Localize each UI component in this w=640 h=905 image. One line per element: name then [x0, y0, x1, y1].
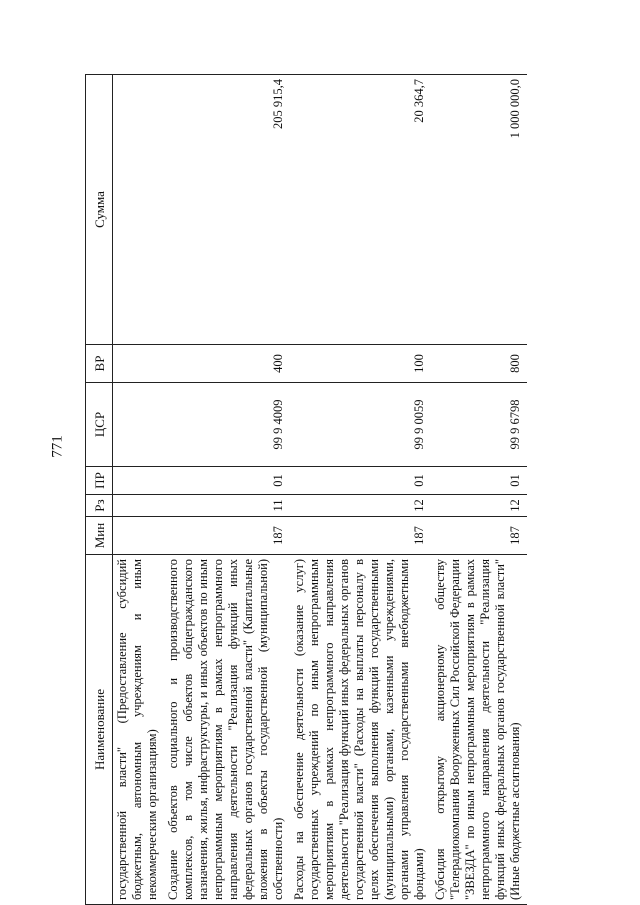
header-rz: Рз — [86, 495, 113, 517]
row-csr: 99 9 4009 — [164, 383, 290, 467]
row-vr: 400 — [164, 345, 290, 383]
table-row — [431, 75, 527, 905]
row-csr: 99 9 6798 — [431, 383, 527, 467]
row-rz: 12 — [431, 495, 527, 517]
table-row — [164, 75, 290, 905]
row-name: Субсидия открытому акционерному обществу "Телерадиокомпания Вооруженных Сил Российской Федерации "ЗВЕЗДА" по иным непрограммным мероприятиям в рамках непрограммного направления деятельности "Реализация функций иных федеральных органов государственной власти" (Иные бюджетные ассигнования) — [431, 555, 527, 905]
row-pr: 01 — [290, 467, 431, 495]
row-vr: 800 — [431, 345, 527, 383]
row-csr — [113, 383, 165, 467]
row-rz — [113, 495, 165, 517]
row-vr: 100 — [290, 345, 431, 383]
header-csr: ЦСР — [86, 383, 113, 467]
table-header-row — [86, 75, 113, 905]
row-pr: 01 — [431, 467, 527, 495]
row-pr: 01 — [164, 467, 290, 495]
row-sum — [113, 75, 165, 345]
row-name: государственной власти" (Предоставление субсидий бюджетным, автономным учреждениям и иным некоммерческим организациям) — [113, 555, 165, 905]
row-sum: 20 364,7 — [290, 75, 431, 345]
row-sum: 205 915,4 — [164, 75, 290, 345]
header-sum: Сумма — [86, 75, 113, 345]
row-sum: 1 000 000,0 — [431, 75, 527, 345]
row-pr — [113, 467, 165, 495]
row-csr: 99 9 0059 — [290, 383, 431, 467]
page-number: 771 — [49, 435, 66, 458]
header-vr: ВР — [86, 345, 113, 383]
row-rz: 12 — [290, 495, 431, 517]
header-min: Мин — [86, 517, 113, 555]
row-vr — [113, 345, 165, 383]
row-min — [113, 517, 165, 555]
row-name: Расходы на обеспечение деятельности (оказание услуг) государственных учреждений по иным непрограммным мероприятиям в рамках непрограммного направления деятельности "Реализация функций иных федеральных органов государственной власти" (Расходы на выплаты персоналу в целях обеспечения выполнения функций государственными (муниципальными) органами, казенными учреждениями, органами управления государственными внебюджетными фондами) — [290, 555, 431, 905]
row-min: 187 — [164, 517, 290, 555]
row-min: 187 — [431, 517, 527, 555]
table-row — [290, 75, 431, 905]
table-row — [113, 75, 165, 905]
row-rz: 11 — [164, 495, 290, 517]
budget-table — [85, 74, 527, 905]
row-min: 187 — [290, 517, 431, 555]
header-pr: ПР — [86, 467, 113, 495]
header-name: Наименование — [86, 555, 113, 905]
row-name: Создание объектов социального и производственного комплексов, в том числе объектов общегражданского назначения, жилья, инфраструктуры, и иных объектов по иным непрограммным мероприятиям в рамках непрограммного направления деятельности "Реализация функций иных федеральных органов государственной власти" (Капитальные вложения в объекты государственной (муниципальной) собственности) — [164, 555, 290, 905]
